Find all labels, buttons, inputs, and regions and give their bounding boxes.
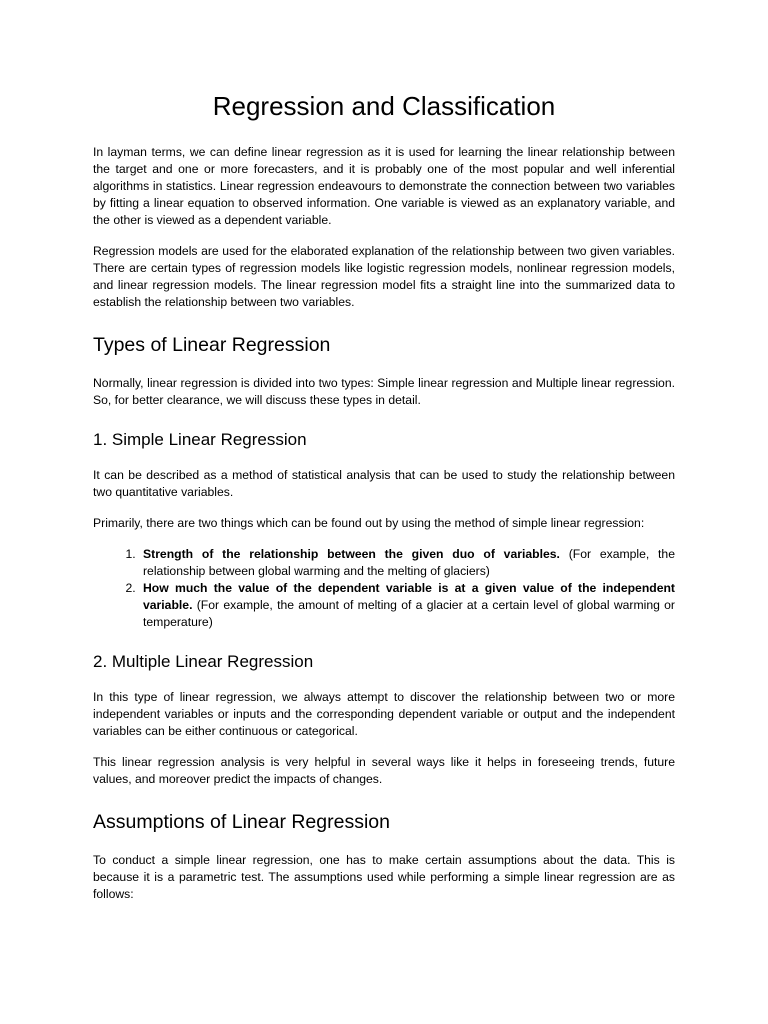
intro-paragraph-2: Regression models are used for the elaborated explanation of the relationship between two given variables. There are certain types of regression models like logistic regression models, nonlinear regression models, and linear regression models. The linear regression model fits a straight line into the summarized data to establish the relationship between two variables. bbox=[93, 244, 675, 309]
list-item bbox=[139, 580, 675, 631]
list-item-lead: Strength of the relationship between the given duo of variables. bbox=[143, 547, 560, 561]
document-title: Regression and Classification bbox=[212, 91, 556, 121]
simple-paragraph-2: Primarily, there are two things which can be found out by using the method of simple linear regression: bbox=[93, 516, 645, 530]
simple-regression-list bbox=[93, 546, 675, 631]
document-page bbox=[93, 90, 675, 917]
assumptions-paragraph: To conduct a simple linear regression, one has to make certain assumptions about the data. This is because it is a parametric test. The assumptions used while performing a simple linear regression are as follows: bbox=[93, 853, 675, 901]
multiple-regression-heading: 2. Multiple Linear Regression bbox=[93, 652, 314, 671]
list-item-lead: How much the value of the dependent variable is at a given value of the independent variable. bbox=[143, 581, 675, 612]
types-heading: Types of Linear Regression bbox=[93, 334, 331, 356]
simple-regression-heading: 1. Simple Linear Regression bbox=[93, 430, 307, 449]
types-paragraph: Normally, linear regression is divided into two types: Simple linear regression and Multiple linear regression. So, for better clearance, we will discuss these types in detail. bbox=[93, 376, 675, 407]
list-item-rest: (For example, the relationship between global warming and the melting of glaciers) bbox=[143, 547, 675, 578]
assumptions-heading: Assumptions of Linear Regression bbox=[93, 811, 390, 833]
intro-paragraph-1: In layman terms, we can define linear regression as it is used for learning the linear relationship between the target and one or more forecasters, and it is probably one of the most popular and well inferential algorithms in statistics. Linear regression endeavours to demonstrate the connection between two variables by fitting a linear equation to observed information. One variable is viewed as an explanatory variable, and the other is viewed as a dependent variable. bbox=[93, 145, 675, 227]
multiple-paragraph-2: This linear regression analysis is very helpful in several ways like it helps in foreseeing trends, future values, and moreover predict the impacts of changes. bbox=[93, 755, 675, 786]
simple-paragraph-1: It can be described as a method of statistical analysis that can be used to study the relationship between two quantitative variables. bbox=[93, 468, 675, 499]
multiple-paragraph-1: In this type of linear regression, we always attempt to discover the relationship between two or more independent variables or inputs and the corresponding dependent variable or output and the independent variables can be either continuous or categorical. bbox=[93, 690, 675, 738]
list-item-rest: (For example, the amount of melting of a glacier at a certain level of global warming or temperature) bbox=[143, 598, 675, 629]
list-item bbox=[139, 546, 675, 580]
